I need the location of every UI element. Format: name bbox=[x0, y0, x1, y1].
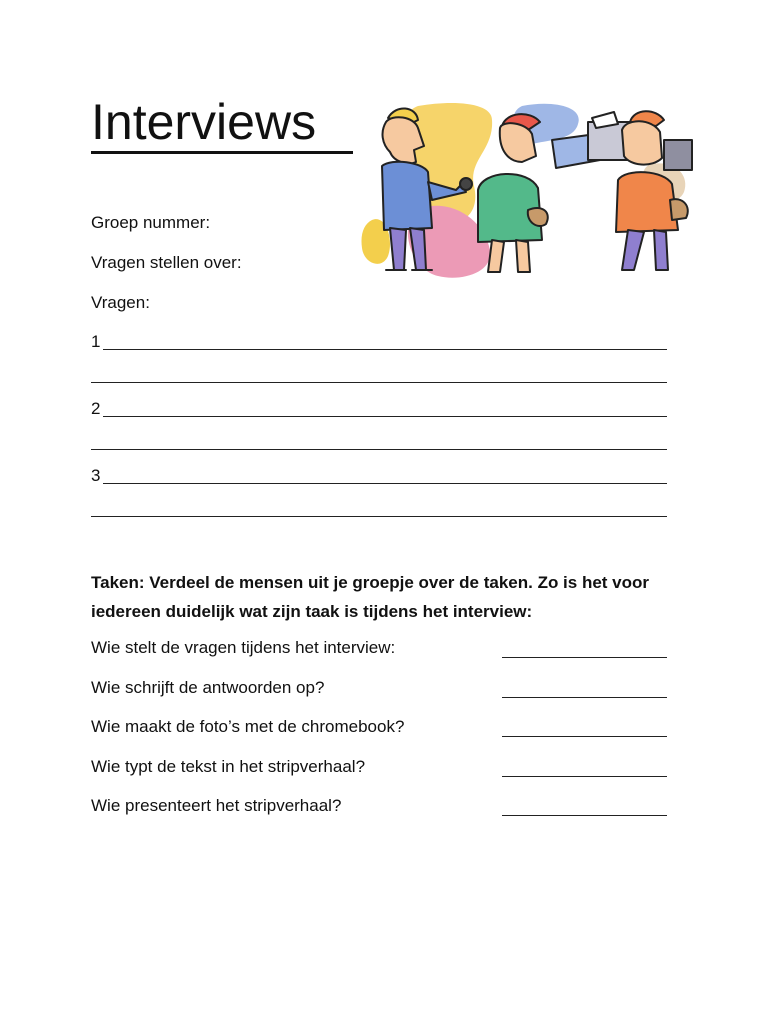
answer-line bbox=[91, 449, 667, 451]
question-line-2-continued[interactable] bbox=[91, 431, 667, 453]
answer-line bbox=[103, 483, 667, 485]
task-question: Wie schrijft de antwoorden op? bbox=[91, 678, 325, 697]
task-question: Wie stelt de vragen tijdens het interview: bbox=[91, 638, 396, 657]
task-question: Wie typt de tekst in het stripverhaal? bbox=[91, 757, 366, 776]
answer-line bbox=[91, 382, 667, 384]
question-line-3-continued[interactable] bbox=[91, 498, 667, 520]
question-line-3[interactable] bbox=[91, 465, 667, 487]
task-answer-blank[interactable] bbox=[502, 815, 667, 817]
task-answer-blank[interactable] bbox=[502, 736, 667, 738]
tasks-instructions: Taken: Verdeel de mensen uit je groepje over de taken. Zo is het voor iedereen duidelijk wat zijn taak is tijdens het interview: bbox=[91, 573, 650, 621]
task-answer-blank[interactable] bbox=[502, 697, 667, 699]
page-title: Interviews bbox=[91, 94, 317, 150]
question-number: 1 bbox=[91, 332, 101, 351]
question-line-2[interactable] bbox=[91, 398, 667, 420]
task-row bbox=[91, 716, 667, 740]
question-line-1[interactable] bbox=[91, 331, 667, 353]
task-row bbox=[91, 637, 667, 661]
task-question: Wie maakt de foto’s met de chromebook? bbox=[91, 717, 405, 736]
task-row bbox=[91, 795, 667, 819]
answer-line bbox=[103, 416, 667, 418]
topic-label: Vragen stellen over: bbox=[91, 253, 242, 272]
group-number-label: Groep nummer: bbox=[91, 213, 211, 232]
questions-label: Vragen: bbox=[91, 293, 150, 312]
answer-line bbox=[103, 349, 667, 351]
task-answer-blank[interactable] bbox=[502, 776, 667, 778]
question-line-1-continued[interactable] bbox=[91, 364, 667, 386]
answer-line bbox=[91, 516, 667, 518]
question-number: 2 bbox=[91, 399, 101, 418]
title-underline bbox=[91, 151, 353, 154]
question-number: 3 bbox=[91, 466, 101, 485]
task-row bbox=[91, 677, 667, 701]
interview-illustration bbox=[352, 100, 700, 282]
task-row bbox=[91, 756, 667, 780]
task-answer-blank[interactable] bbox=[502, 657, 667, 659]
task-question: Wie presenteert het stripverhaal? bbox=[91, 796, 342, 815]
